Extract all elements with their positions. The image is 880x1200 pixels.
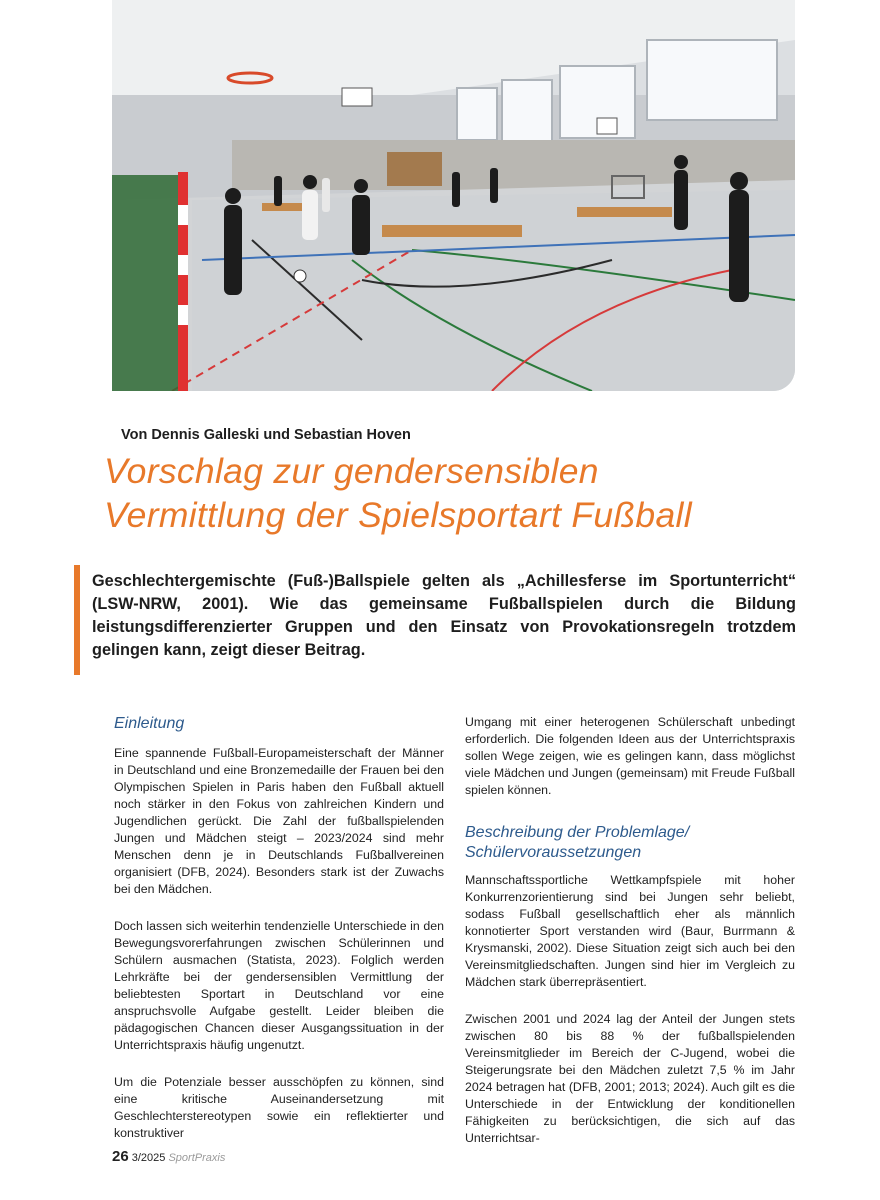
paragraph: Doch lassen sich weiterhin tendenzielle Unterschiede in den Bewegungsvorerfahrungen zwischen Schülerinnen und Schülern ausmachen (Statista, 2023). Folglich werden Lehrkräfte bei der gendersensiblen Vermittlung der beliebtesten Sportart in Deutschland vor eine anspruchsvolle Aufgabe gestellt. Leider bleiben die pädagogischen Chancen dieser Ausgangssituation in der Unterrichtspraxis häufig ungenutzt. bbox=[114, 919, 444, 1052]
left-column bbox=[114, 714, 444, 1162]
article-author: Von Dennis Galleski und Sebastian Hoven bbox=[121, 427, 411, 443]
paragraph: Eine spannende Fußball-Europameisterschaft der Männer in Deutschland und eine Bronzemedaille der Frauen bei den Olympischen Spielen in Paris haben den Fußball aktuell noch stärker in den Fokus von zahlreichen Kindern und Jugendlichen gerückt. Die Zahl der fußballspielenden Jungen und Mädchen steigt – 2023/2024 sind mehr Menschen denn je in Deutschlands Fußballvereinen organisiert (DFB, 2024). Besonders stark ist der Zuwachs bei den Mädchen. bbox=[114, 746, 444, 896]
paragraph: Mannschaftssportliche Wettkampfspiele mit hoher Konkurrenzorientierung sind bei Jungen sehr beliebt, sodass Fußball gesellschaftlich eher als männlich konnotierter Sport verstanden wird (Baur, Burrmann & Krysmanski, 2002). Diese Situation zeigt sich auch bei den Vereinsmitgliedschaften. Jungen sind hier im Vergleich zu Mädchen stark überrepräsentiert. bbox=[465, 873, 795, 989]
heading-line: Schülervoraussetzungen bbox=[465, 844, 642, 861]
paragraph: Umgang mit einer heterogenen Schülerschaft unbedingt erforderlich. Die folgenden Ideen aus der Unterrichtspraxis sollen Wege zeigen, wie es gelingen kann, dass möglichst viele Mädchen und Jungen (gemeinsam) mit Freude Fußball spielen können. bbox=[465, 715, 796, 797]
article-title bbox=[104, 449, 864, 537]
hero-photo bbox=[112, 0, 795, 391]
gym-illustration bbox=[112, 0, 795, 391]
title-line-2: Vermittlung der Spielsportart Fußball bbox=[104, 495, 692, 535]
paragraph: Um die Potenziale besser ausschöpfen zu können, sind eine kritische Auseinandersetzung mit Geschlechterstereotypen sowie ein reflektierter und konstruktiver bbox=[114, 1075, 444, 1140]
issue-number: 3/2025 bbox=[131, 1152, 166, 1164]
section-heading-einleitung: Einleitung bbox=[114, 715, 185, 732]
title-line-1: Vorschlag zur gendersensiblen bbox=[104, 451, 599, 491]
section-heading-problemlage bbox=[465, 823, 795, 863]
right-column bbox=[465, 714, 795, 1167]
page-number: 26 bbox=[112, 1148, 129, 1165]
magazine-name: SportPraxis bbox=[168, 1152, 226, 1164]
lead-accent-bar bbox=[74, 565, 80, 675]
page-footer bbox=[112, 1148, 225, 1165]
article-lead: Geschlechtergemischte (Fuß-)Ballspiele gelten als „Achillesferse im Sportunterricht“ (LSW-NRW, 2001). Wie das gemeinsame Fußballspielen durch die Bildung leistungsdifferenzierter Gruppen und den Einsatz von Provokationsregeln trotzdem gelingen kann, zeigt dieser Beitrag. bbox=[92, 572, 796, 659]
paragraph: Zwischen 2001 und 2024 lag der Anteil der Jungen stets zwischen 80 bis 88 % der fußballspielenden Vereinsmitglieder im Bereich der C-Jugend, wobei die Steigerungsrate bei den Mädchen zuletzt 7,5 % im Jahr 2024 betragen hat (DFB, 2001; 2013; 2024). Auch gilt es die Unterschiede in der Entwicklung der konditionellen Fähigkeiten zu berücksichtigen, die sich auf das Unterrichtsar- bbox=[465, 1012, 795, 1145]
heading-line: Beschreibung der Problemlage/ bbox=[465, 824, 690, 841]
